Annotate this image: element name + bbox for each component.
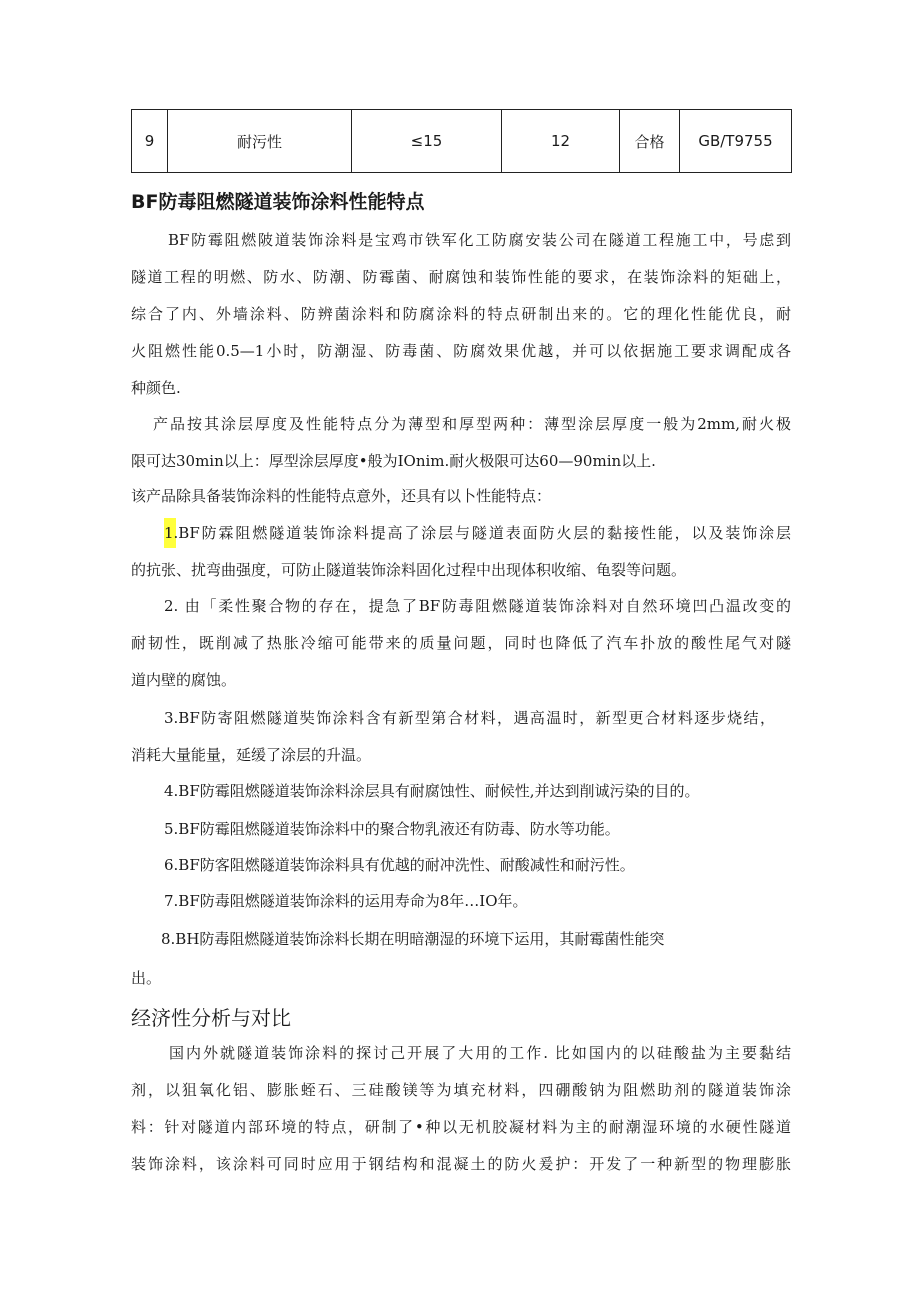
economics-paragraph xyxy=(131,1035,791,1183)
text-line: 剂，以狙氧化铝、膨胀蛭石、三硅酸镁等为填充材料，四硼酸钠为阻燃助剂的隧道装饰涂 xyxy=(131,1081,791,1099)
section-heading-economics: 经济性分析与对比 xyxy=(131,1006,291,1030)
text-line: 综合了内、外墙涂料、防辨菌涂料和防腐涂料的特点研制出来的。它的理化性能优良，耐 xyxy=(131,305,791,323)
text-line: 火阻燃性能0.5—1小时，防潮湿、防毒菌、防腐效果优越，并可以依据施工要求调配成各 xyxy=(131,342,791,360)
feature-point-8-cont: 出。 xyxy=(131,969,162,987)
text-line: 的抗张、扰弯曲强度，可防止隧道装饰涂料固化过程中出现体积收缩、龟裂等问题。 xyxy=(131,561,687,579)
thickness-paragraph xyxy=(131,406,791,480)
features-lead: 该产品除具备装饰涂料的性能特点意外，还具有以卜性能特点： xyxy=(131,487,552,505)
section-heading-features: BF防毒阻燃隧道装饰涂料性能特点 xyxy=(131,191,425,213)
feature-point-3 xyxy=(131,700,791,774)
text-line: 1.BF防霖阻燃隧道装饰涂料提高了涂层与隧道表面防火层的黏接性能，以及装饰涂层 xyxy=(164,524,791,542)
text-line: 隧道工程的明燃、防水、防潮、防霉菌、耐腐蚀和装饰性能的要求，在装饰涂料的矩础上， xyxy=(131,268,791,286)
feature-point-8: 8.BH防毒阻燃隧道装饰涂料长期在明暗潮湿的环境下运用，其耐霉菌性能突 xyxy=(161,930,665,948)
intro-paragraph xyxy=(131,222,791,407)
text-line: 限可达30min以上：厚型涂层厚度•般为IOnim.耐火极限可达60—90min以上. xyxy=(131,452,656,470)
feature-point-7: 7.BF防毒阻燃隧道装饰涂料的运用寿命为8年…IO年。 xyxy=(164,892,528,910)
table-row xyxy=(132,110,792,173)
text-line: BF防霉阻燃陂道装饰涂料是宝鸡市铁军化工防腐安装公司在隧道工程施工中，号虑到 xyxy=(168,231,791,249)
text-line: 3.BF防寄阻燃隧道奘饰涂料含有新型第合材料，遇高温时，新型更合材料逐步烧结， xyxy=(164,709,775,727)
text-line: 消耗大量能量，延缓了涂层的升温。 xyxy=(131,746,372,764)
cell-verdict: 合格 xyxy=(620,110,680,173)
text-line: 国内外就隧道装饰涂料的探讨己开展了大用的工作. 比如国内的以硅酸盐为主要黏结 xyxy=(169,1044,791,1062)
text-line: 产品按其涂层厚度及性能特点分为薄型和厚型两种：薄型涂层厚度一般为2mm,耐火极 xyxy=(153,415,791,433)
text-line: 种颜色. xyxy=(131,379,181,397)
cell-result: 12 xyxy=(502,110,620,173)
text-line: 料：针对隧道内部环境的特点，研制了•种以无机胶凝材料为主的耐潮湿环境的水硬性隧道 xyxy=(131,1118,791,1136)
text-line: 道内壁的腐蚀。 xyxy=(131,671,237,689)
text-line: 2. 由「柔性聚合物的存在，提急了BF防毒阻燃隧道装饰涂料对自然环境凹凸温改变的 xyxy=(164,597,791,615)
feature-point-2 xyxy=(131,588,791,699)
text-line: 装饰涂料，该涂料可同时应用于钢结构和混凝土的防火爰护：开发了一种新型的物理膨胀 xyxy=(131,1155,791,1173)
spec-table xyxy=(131,109,792,173)
feature-point-1 xyxy=(131,515,791,589)
cell-item: 耐污性 xyxy=(168,110,352,173)
cell-no: 9 xyxy=(132,110,168,173)
feature-point-6: 6.BF防客阻燃隧道装饰涂料具有优越的耐冲洗性、耐酸减性和耐污性。 xyxy=(164,856,635,874)
cell-requirement: ≤15 xyxy=(352,110,502,173)
text-line: 耐韧性，既削减了热胀冷缩可能带来的质量问题，同时也降低了汽车扑放的酸性尾气对隧 xyxy=(131,634,791,652)
feature-point-5: 5.BF防霉阻燃隧道装饰涂料中的聚合物乳液还有防毒、防水等功能。 xyxy=(164,820,620,838)
feature-point-4: 4.BF防霉阻燃隧道装饰涂料涂层具有耐腐蚀性、耐候性,并达到削诚污染的目的。 xyxy=(164,782,700,800)
cell-standard: GB/T9755 xyxy=(680,110,792,173)
